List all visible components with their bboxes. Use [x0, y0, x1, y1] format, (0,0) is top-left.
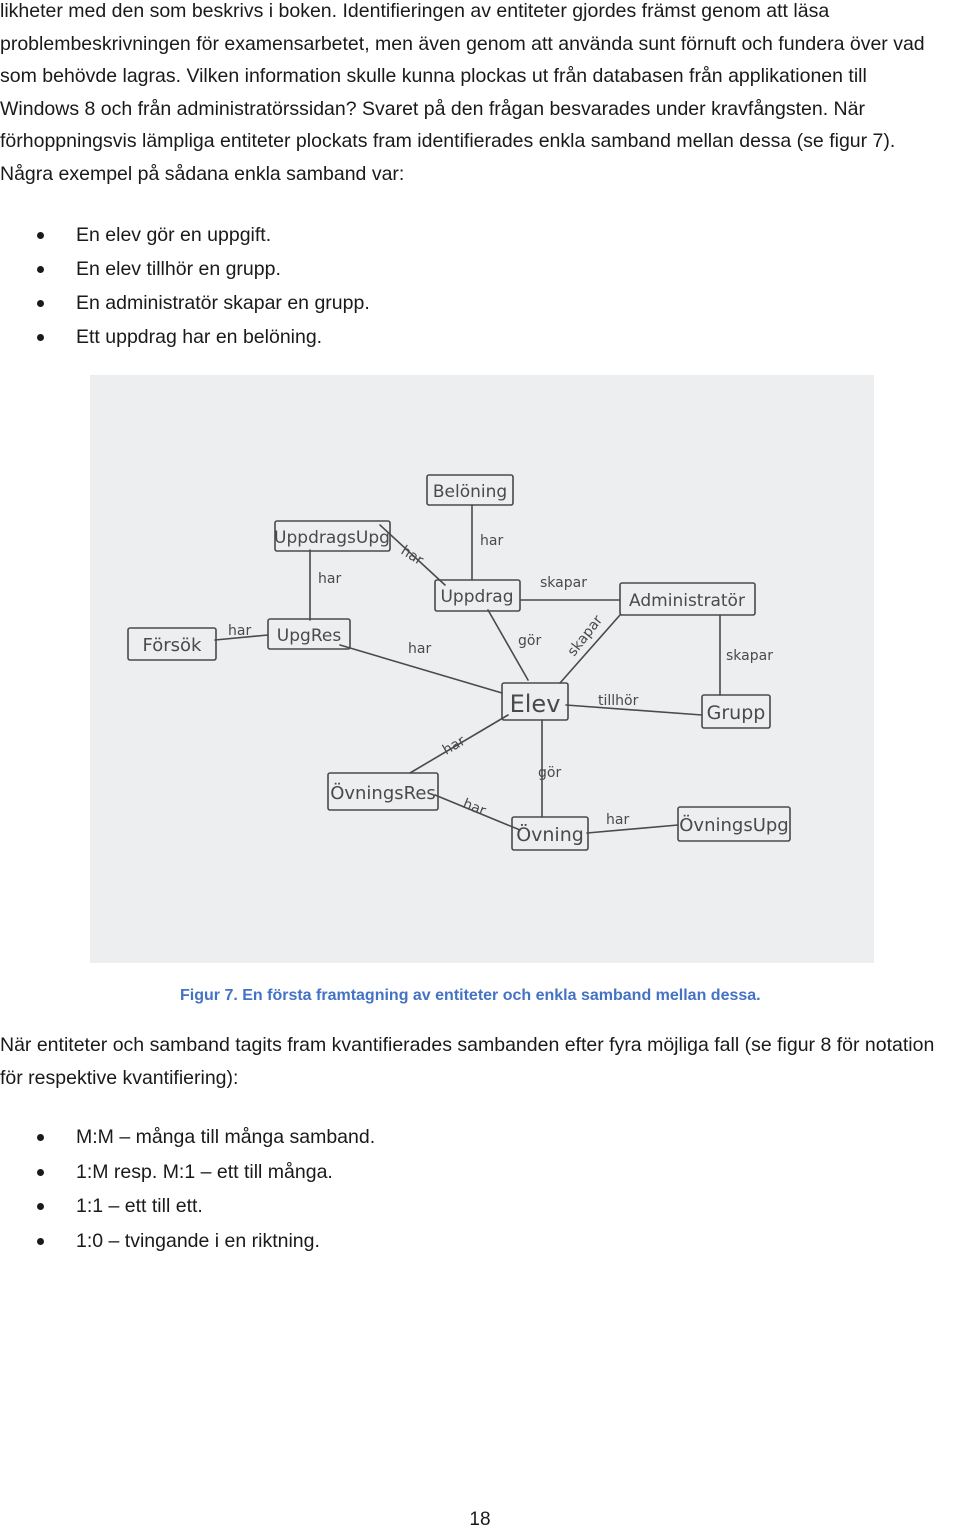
page-number: 18 — [469, 1509, 491, 1530]
entity-forsok: Försök — [142, 635, 202, 656]
entity-grupp: Grupp — [706, 702, 766, 724]
quantification-list — [0, 1120, 375, 1258]
entity-beloning: Belöning — [432, 482, 508, 502]
relation-label: gör — [518, 633, 542, 649]
entity-ovningsupg: ÖvningsUpg — [679, 815, 789, 836]
entity-upgres: UpgRes — [276, 626, 342, 646]
list-item-text: M:M – många till många samband. — [76, 1126, 376, 1148]
er-diagram — [90, 375, 874, 963]
er-diagram-photo — [90, 375, 874, 963]
bullet-icon — [37, 232, 44, 239]
bullet-icon — [37, 266, 44, 273]
relation-label: gör — [538, 765, 562, 781]
list-item-text: En elev tillhör en grupp. — [76, 258, 281, 280]
bullet-icon — [37, 300, 44, 307]
relation-label: skapar — [540, 575, 587, 591]
body-paragraph: När entiteter och samband tagits fram kvantifierades sambanden efter fyra möjliga fall (se figur 8 för notation för respektive kvantifiering): — [0, 1034, 935, 1089]
relation-label: har — [318, 571, 342, 587]
relation-label: skapar — [726, 648, 773, 664]
list-item — [0, 1189, 375, 1224]
bullet-icon — [37, 334, 44, 341]
relation-label: skapar — [564, 612, 607, 660]
list-item — [0, 218, 370, 252]
list-item — [0, 1224, 375, 1259]
edge-ovning_ovningsupg — [587, 825, 678, 833]
relation-label: har — [228, 623, 252, 639]
relation-label: tillhör — [598, 693, 639, 709]
list-item-text: En administratör skapar en grupp. — [76, 292, 370, 314]
list-item-text: Ett uppdrag har en belöning. — [76, 326, 323, 348]
list-item — [0, 1120, 375, 1155]
body-paragraph: likheter med den som beskrivs i boken. Identifieringen av entiteter gjordes främst genom att läsa problembeskrivningen för examensarbetet, men även genom att använda sunt förnuft och fundera över vad som behövde lagras. Vilken information skulle kunna plockas ut från databasen från applikationen till Windows 8 och från administratörssidan? Svaret på den frågan besvarades under kravfångsten. När förhoppningsvis lämpliga entiteter plockats fram identifierades enkla samband mellan dessa (se figur 7). Några exempel på sådana enkla samband var: — [0, 0, 925, 185]
relation-label: har — [606, 812, 630, 828]
figure-caption: Figur 7. En första framtagning av entiteter och enkla samband mellan dessa. — [180, 987, 761, 1004]
entity-ovningsres: ÖvningsRes — [330, 783, 436, 804]
list-item-text: 1:M resp. M:1 – ett till många. — [76, 1160, 333, 1183]
bullet-icon — [37, 1238, 44, 1245]
list-item-text: En elev gör en uppgift. — [76, 224, 272, 246]
list-item — [0, 286, 370, 320]
entity-uppdragsupg: UppdragsUpg — [274, 528, 390, 548]
bullet-icon — [37, 1134, 44, 1141]
bullet-icon — [37, 1203, 44, 1210]
relation-label: har — [440, 732, 469, 759]
list-item — [0, 320, 370, 354]
relation-label: har — [408, 641, 432, 657]
list-item — [0, 1155, 375, 1190]
entity-administrator: Administratör — [629, 591, 745, 611]
relation-label: har — [480, 533, 504, 549]
entity-elev: Elev — [509, 690, 561, 718]
entity-uppdrag: Uppdrag — [440, 587, 514, 607]
relation-label: har — [397, 542, 427, 569]
relationship-examples-list — [0, 218, 370, 354]
bullet-icon — [37, 1169, 44, 1176]
list-item-text: 1:0 – tvingande i en riktning. — [76, 1229, 320, 1252]
entity-ovning: Övning — [516, 824, 584, 846]
relation-label: har — [460, 795, 489, 820]
list-item — [0, 252, 370, 286]
list-item-text: 1:1 – ett till ett. — [76, 1195, 203, 1217]
